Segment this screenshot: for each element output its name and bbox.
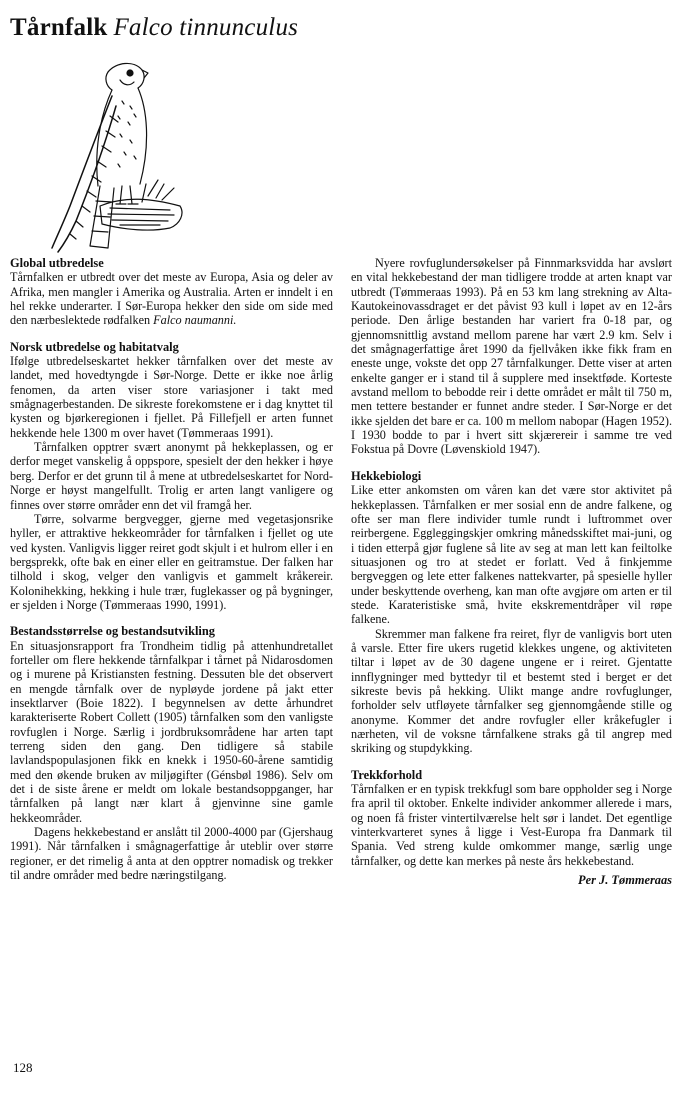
paragraph xyxy=(10,270,333,327)
paragraph-intro: Nyere rovfuglundersøkelser på Finnmarksvidda har avslørt en vital hekkebestand der man tidligere trodde at arten knapt var utbredt (Tømmeraas 1993). På en 53 km lang strekning av Alta-Kautokeinovassdraget er det påvist 93 kull i løpet av en 12-års periode. Den årlige bestanden har variert fra 0-18 par, og gjennomsnittlig avstand mellom parene har vært 2.9 km. Selv i det smågnagerfattige året 1990 da fjellvåken ikke fikk fram en eneste unge, vokste det opp 27 tårnfalkunger. Dette viser at arten enkelte ganger er i stand til å supplere med insektføde. Korteste avstand mellom to bebodde reir i dette området er målt til 750 m, men tettere bestander er funnet andre steder. I Sør-Norge er det ikke sjelden det bare er ca. 100 m mellom nabopar (Hagen 1952). I 1930 bodde to par i hvert sitt skjærereir i samme tre ved Fokstua på Dovre (Løvenskiold 1947). xyxy=(351,256,672,457)
paragraph-trekk-1: Tårnfalken er en typisk trekkfugl som bare oppholder seg i Norge fra april til oktober. Enkelte individer ankommer allerede i mars, og noen få frister vintertilværelse helt sør i landet. Det egentlige vinterkvarteret synes å ligge i Vest-Europa fra Danmark til Spania. Ved streng kulde omkommer mange, særlig unge tårnfalker, og dette kan merkes på neste års hekkebestand. xyxy=(351,782,672,868)
heading-global: Global utbredelse xyxy=(10,256,104,270)
heading-trekk: Trekkforhold xyxy=(351,767,423,782)
heading-hekke: Hekkebiologi xyxy=(351,468,422,483)
page-title xyxy=(10,14,298,42)
paragraph-norsk-2: Tårnfalken opptrer svært anonymt på hekkeplassen, og er derfor meget vanskelig å oppspore, spesielt der den hekker i høye berg. Derfor er det grunn til å mene at utbredelseskartet for Nord-Norge er høyst mangelfullt. Trolig er arten langt vanligere og finnes over større områder enn det vil framgå her. xyxy=(10,440,333,512)
left-column xyxy=(10,256,333,882)
paragraph-bestand-2: Dagens hekkebestand er anslått til 2000-4000 par (Gjershaug 1991). Når tårnfalken i smågnagerfattige år uteblir over større regioner, er det rimelig å anta at den opptrer nomadisk og trekker til andre områder med bedre næringstilgang. xyxy=(10,825,333,883)
common-name: Tårnfalk xyxy=(10,14,108,41)
text-global-italic: Falco naumanni. xyxy=(153,313,237,328)
right-column xyxy=(351,256,672,887)
kestrel-drawing-icon xyxy=(30,56,190,256)
heading-bestand: Bestandsstørrelse og bestandsutvikling xyxy=(10,624,215,639)
paragraph-norsk-3: Tørre, solvarme bergvegger, gjerne med vegetasjonsrike hyller, er attraktive hekkeområder for tårnfalken i fjellet og ute ved kysten. Vanligvis ligger reiret godt skjult i et hulrom eller i en bergsprekk, ofte bak en einer eller en geitramstue. Der falken har tilhold i skog, velger den vanligvis et gammelt kråkereir. Kolonihekking, hekking i hule trær, fuglekasser og på bygninger, er sjelden i Norge (Tømmeraas 1990, 1991). xyxy=(10,511,333,612)
author: Per J. Tømmeraas xyxy=(578,873,672,888)
page-number: 128 xyxy=(13,1060,33,1075)
paragraph-hekke-1: Like etter ankomsten om våren kan det være stor aktivitet på hekkeplassen. Tårnfalken er mer sosial enn de andre falkene, og ofte ser man flere individer tumle rundt i luftrommet over reirbergene. Eggleggingskjer omkring månedsskiftet mai-juni, og i tiden etterpå gjør fuglene så lite av seg at man lett kan feiltolke situasjonen og tro at stedet er forlatt. Ved å finkjemme bergveggen og lete etter falkenes nattekvarter, på spesielle hyller under beskyttende overheng, kan man ofte avgjøre om arten er til stede. Karateristiske små, hvite ekskrementdråper vil røpe falkene. xyxy=(351,483,672,627)
paragraph-norsk-1: Ifølge utbredelseskartet hekker tårnfalken over det meste av landet, med hovedtyngde i Sør-Norge. Dette er ikke noe årlig fenomen, da arten viser store variasjoner i takt med smågnagerbestanden. De sikreste forekomstene er i dag knyttet til kysten og bjørkeregionen i fjellet. På Fillefjell er arten funnet hekkende hele 1300 m over havet (Tømmeraas 1991). xyxy=(10,354,333,440)
text-global-1: Tårnfalken er utbredt over det meste av Europa, Asia og deler av Afrika, men mangler i Amerika og Australia. Arten er inndelt i en hel rekke underarter. I Sør-Europa hekker den side om side med den nærbeslektede rødfalken xyxy=(10,270,333,328)
heading-norsk: Norsk utbredelse og habitatvalg xyxy=(10,339,179,354)
paragraph-bestand-1: En situasjonsrapport fra Trondheim tidlig på attenhundretallet forteller om flere hekkende tårnfalkpar i tårnet på Nidarosdomen og i murene på Kristiansten festning. Dessuten ble det observert en mengde tårnfalk over de nypløyde jordene på jakt etter insektlarver (Boie 1822). I begynnelsen av dette århundret karakteriserte Robert Collett (1905) tårnfalken som den vanligste rovfuglen i Norge. Særlig i jordbruksområdene har arten tapt terreng siden den gang. Den tidligere så stabile lavlandspopulasjonen fikk en knekk i 1950-60-årene samtidig med den økende bruken av miljøgifter (Génsbøl 1986). Selv om det i de siste årene er meldt om lokale bestandsoppganger, har tårnfalken på langt nær klart å gjenvinne sine gamle hekkeområder. xyxy=(10,638,333,825)
paragraph-hekke-2: Skremmer man falkene fra reiret, flyr de vanligvis bort uten å varsle. Etter fire ukers rugetid klekkes ungene, og aktiviteten tiltar i løpet av de 30 dagene ungene er i reiret. Gjentatte innflygninger med byttedyr til et bestemt sted i berget er det sikreste bevis på hekking. Ulikt mange andre rovfuglunger, forholder selv utfløyete tårnfalker seg gjennomgående stille og anonyme. Kommer det andre rovfugler eller kråkefugler i nærheten, vil de voksne tårnfalkene straks gå til angrep med skriking og stupdykking. xyxy=(351,626,672,756)
scientific-name: Falco tinnunculus xyxy=(113,14,299,41)
